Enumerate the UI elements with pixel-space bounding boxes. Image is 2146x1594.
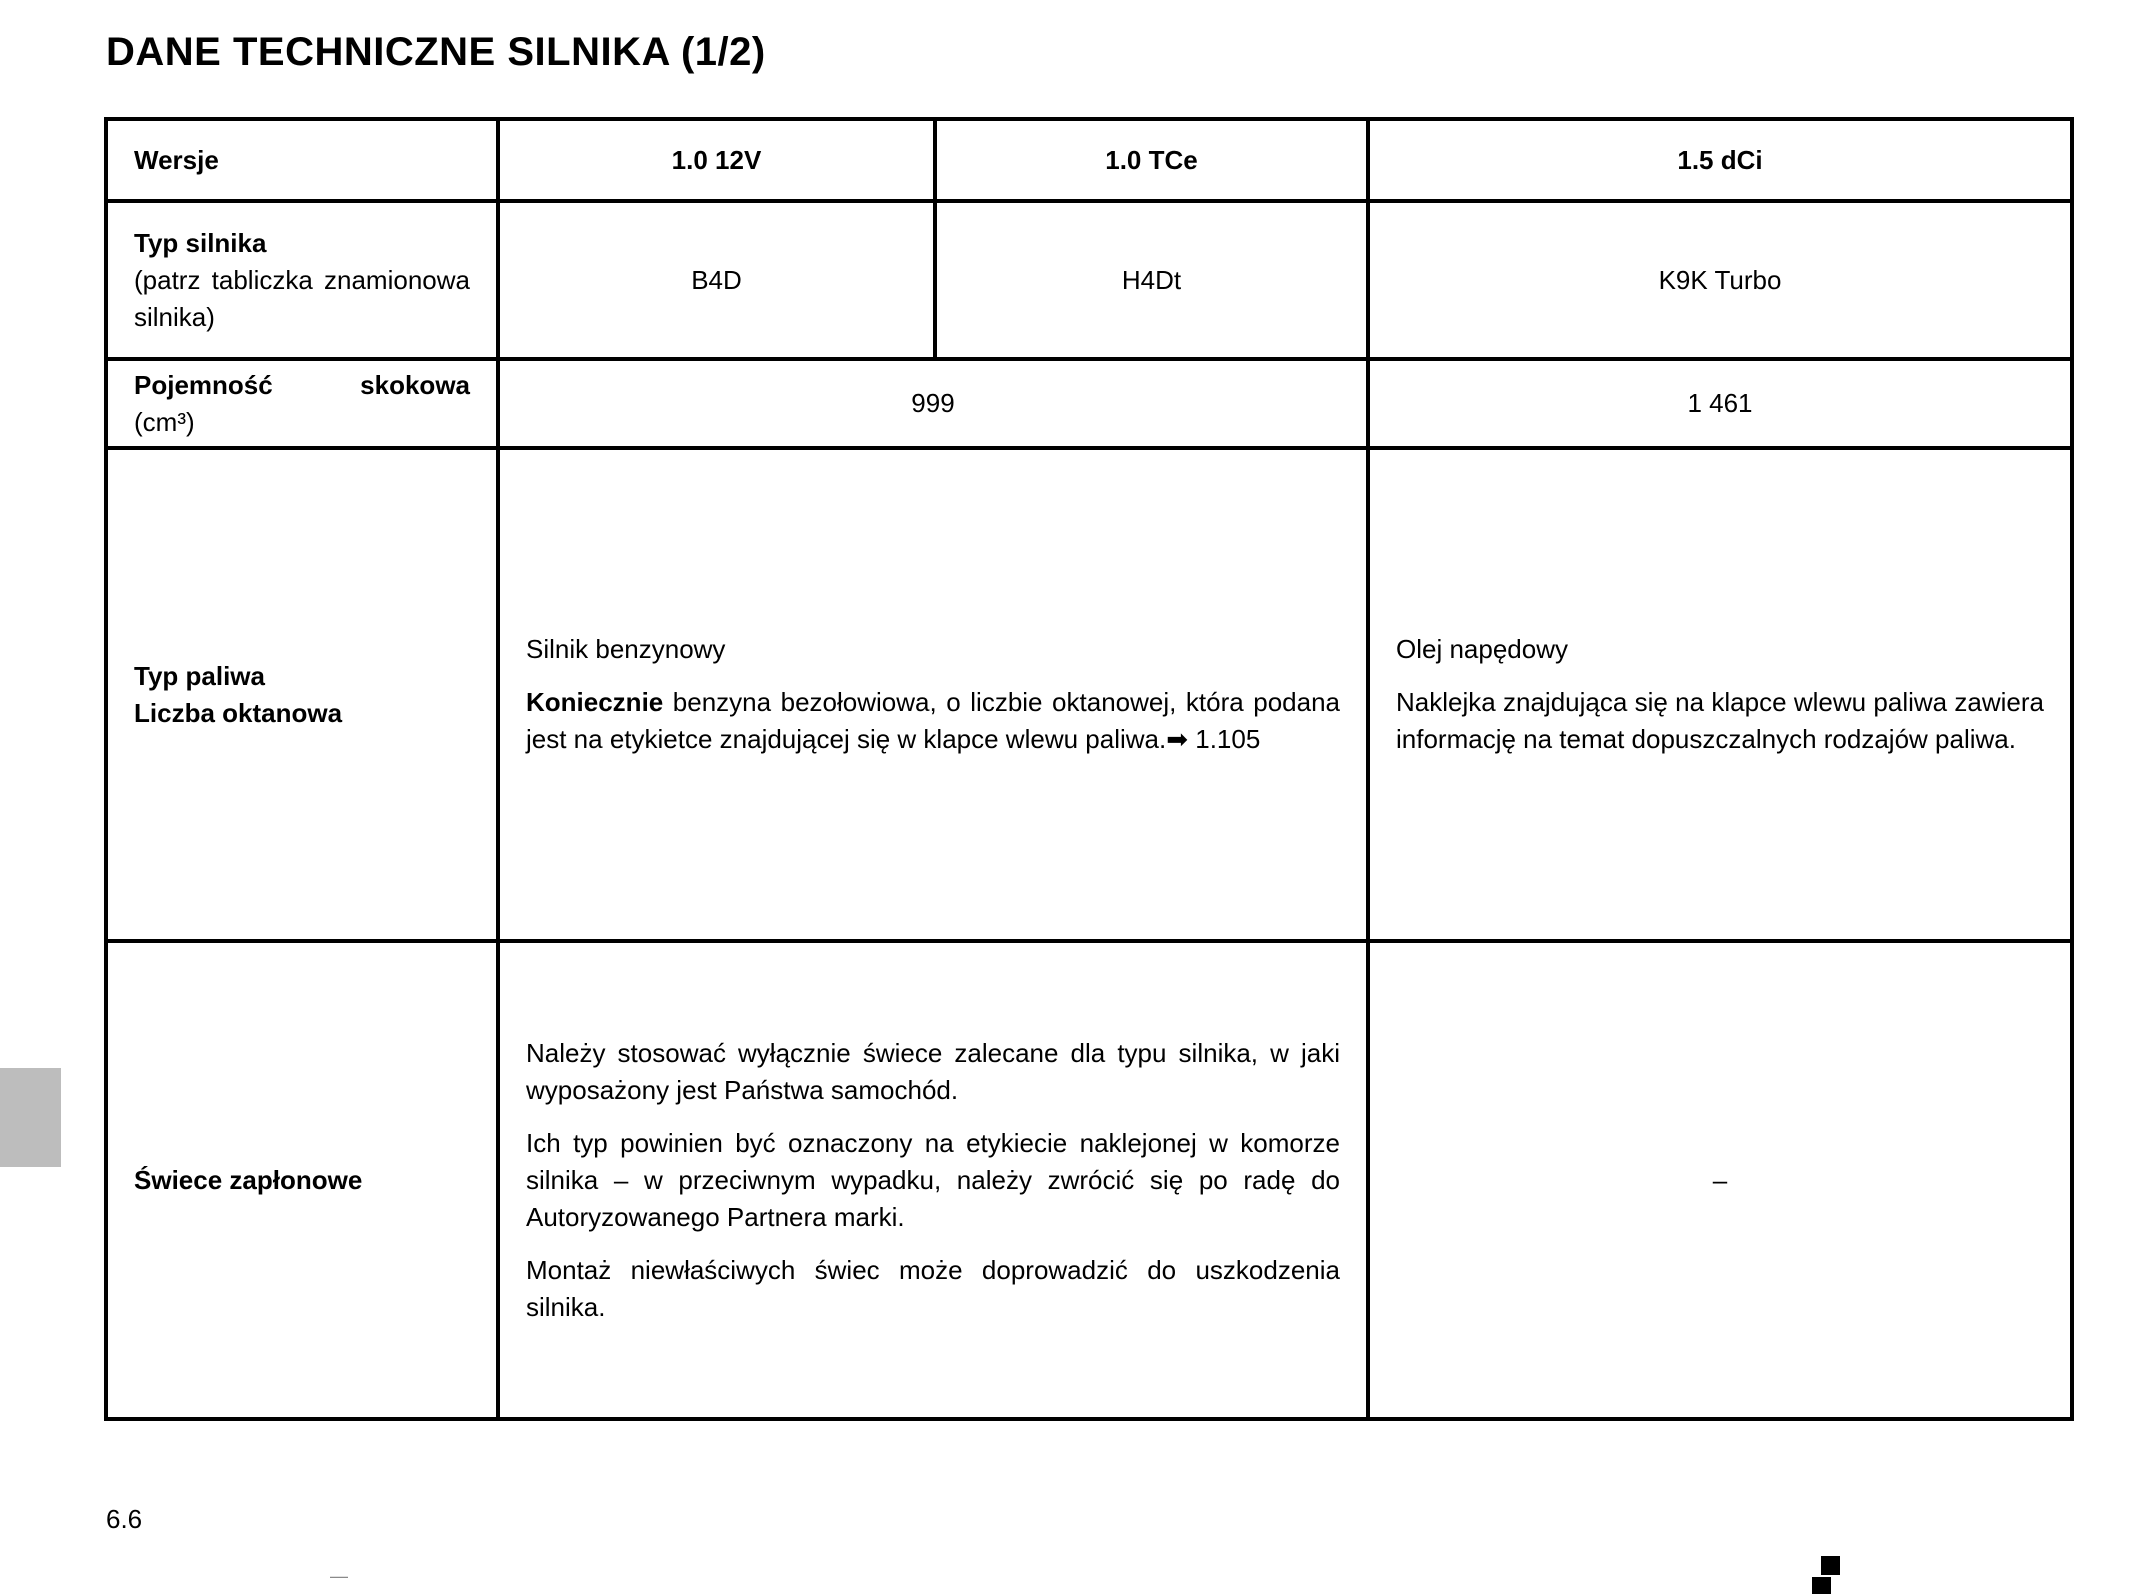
cross-reference-arrow-icon: ➡ [1166,724,1189,754]
section-tab-marker [0,1068,61,1167]
fuel-label-line2: Liczba oktanowa [134,697,343,728]
fuel-label-line1: Typ paliwa [134,660,265,691]
row-engine-type [106,201,2072,359]
cell-engine-type-label [106,201,498,359]
spark-plugs-para2: Ich typ powinien być oznaczony na etykiecie naklejonej w komorze silnika – w przeciwnym wypadku, należy zwrócić się po radę do Autoryzowanego Partnera marki. [526,1127,1340,1232]
footer-dash: — [330,1566,348,1586]
corner-squares-icon [1812,1577,1831,1594]
engine-type-label-title: Typ silnika [134,227,267,258]
row-fuel-type [106,448,2072,941]
cell-engine-type-k9k: K9K Turbo [1368,201,2072,359]
fuel-petrol-emphasis: Koniecznie [526,687,664,717]
cell-version-1012v: 1.0 12V [498,119,935,201]
cell-version-10tce: 1.0 TCe [935,119,1368,201]
engine-spec-table [104,117,2074,1421]
displacement-label-word1: Pojemność [134,369,273,400]
fuel-petrol-ref: 1.105 [1188,724,1261,754]
page-number: 6.6 [106,1504,143,1534]
cell-versions-label: Wersje [106,119,498,201]
displacement-label-unit: (cm³) [134,406,195,437]
corner-squares-icon [1821,1556,1840,1575]
fuel-petrol-intro: Silnik benzynowy [526,634,726,664]
spark-plugs-para3: Montaż niewłaściwych świec może doprowadzić do uszkodzenia silnika. [526,1254,1340,1322]
cell-fuel-petrol [498,448,1368,941]
cell-displacement-diesel: 1 461 [1368,359,2072,448]
cell-fuel-diesel [1368,448,2072,941]
cell-displacement-petrol: 999 [498,359,1368,448]
displacement-label-line [134,367,470,404]
page-title: DANE TECHNICZNE SILNIKA (1/2) [106,30,766,74]
cell-engine-type-b4d: B4D [498,201,935,359]
fuel-diesel-text: Naklejka znajdująca się na klapce wlewu paliwa zawiera informację na temat dopuszczalnych rodzajów paliwa. [1396,687,2044,754]
cell-version-15dci: 1.5 dCi [1368,119,2072,201]
cell-displacement-label [106,359,498,448]
row-versions [106,119,2072,201]
spark-plugs-para1: Należy stosować wyłącznie świece zalecane dla typu silnika, w jaki wyposażony jest Państwa samochód. [526,1037,1340,1105]
fuel-petrol-text: benzyna bezołowiowa, o liczbie oktanowej, która podana jest na etykietce znajdującej się w klapce wlewu paliwa. [526,687,1340,754]
displacement-label-word2: skokowa [360,369,470,400]
fuel-diesel-title: Olej napędowy [1396,634,1568,664]
cell-spark-plugs-diesel: – [1368,941,2072,1419]
fuel-petrol-paragraph [526,684,1340,758]
cell-spark-plugs-label: Świece zapłonowe [106,941,498,1419]
row-spark-plugs [106,941,2072,1419]
row-displacement [106,359,2072,448]
cell-fuel-label [106,448,498,941]
cell-spark-plugs-petrol [498,941,1368,1419]
cell-engine-type-h4dt: H4Dt [935,201,1368,359]
engine-type-label-note: (patrz tabliczka znamionowa silnika) [134,264,470,332]
